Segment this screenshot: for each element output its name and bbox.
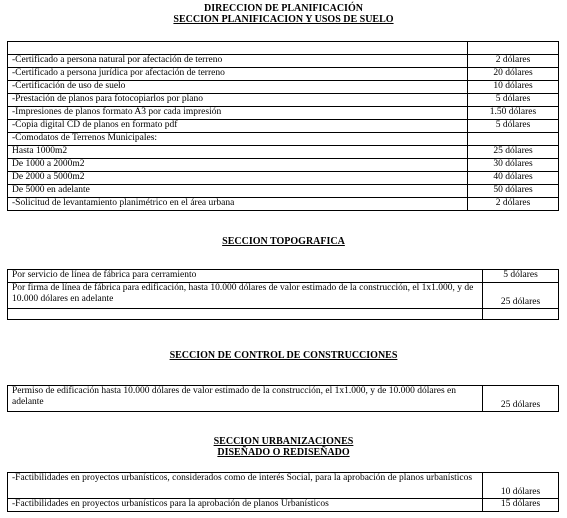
fee-price: 50 dólares bbox=[468, 185, 559, 198]
fee-description: Por servicio de línea de fábrica para cerramiento bbox=[8, 270, 483, 283]
fee-description: De 2000 a 5000m2 bbox=[8, 172, 468, 185]
table-row bbox=[8, 55, 559, 68]
page-title bbox=[0, 3, 567, 25]
table-row bbox=[8, 68, 559, 81]
fee-price: 2 dólares bbox=[468, 55, 559, 68]
fee-price: 5 dólares bbox=[483, 270, 559, 283]
fee-price: 25 dólares bbox=[483, 386, 559, 412]
section-title-construcciones: SECCION DE CONTROL DE CONSTRUCCIONES bbox=[169, 350, 398, 361]
empty-cell bbox=[483, 309, 559, 320]
fee-price: 20 dólares bbox=[468, 68, 559, 81]
fee-description: -Certificación de uso de suelo bbox=[8, 81, 468, 94]
fee-price bbox=[468, 42, 559, 55]
table-row bbox=[8, 473, 559, 499]
fee-description: Hasta 1000m2 bbox=[8, 146, 468, 159]
section-title-planificacion: SECCION PLANIFICACION Y USOS DE SUELO bbox=[173, 14, 394, 25]
planificacion-fee-table bbox=[7, 41, 559, 211]
fee-price bbox=[468, 133, 559, 146]
fee-description: Permiso de edificación hasta 10.000 dólares de valor estimado de la construcción, el 1x1.000, y de 10.000 dólares en adelante bbox=[8, 386, 483, 412]
table-row bbox=[8, 120, 559, 133]
table-row bbox=[8, 499, 559, 512]
fee-price: 25 dólares bbox=[483, 283, 559, 309]
fee-description: -Prestación de planos para fotocopiarlos por plano bbox=[8, 94, 468, 107]
fee-description: -Comodatos de Terrenos Municipales: bbox=[8, 133, 468, 146]
fee-description: Por firma de línea de fábrica para edificación, hasta 10.000 dólares de valor estimado de la construcción, el 1x1.000, y de 10.000 dólares en adelante bbox=[8, 283, 483, 309]
fee-description bbox=[8, 42, 468, 55]
table-row bbox=[8, 386, 559, 412]
fee-price: 2 dólares bbox=[468, 198, 559, 211]
table-row bbox=[8, 283, 559, 309]
fee-price: 30 dólares bbox=[468, 159, 559, 172]
table-row bbox=[8, 198, 559, 211]
table-row bbox=[8, 146, 559, 159]
fee-description: -Factibilidades en proyectos urbanísticos, considerados como de interés Social, para la aprobación de planos urbanísticos bbox=[8, 473, 483, 499]
fee-description: -Certificado a persona natural por afectación de terreno bbox=[8, 55, 468, 68]
fee-price: 25 dólares bbox=[468, 146, 559, 159]
fee-description: -Impresiones de planos formato A3 por cada impresión bbox=[8, 107, 468, 120]
fee-description: -Solicitud de levantamiento planimétrico en el área urbana bbox=[8, 198, 468, 211]
fee-description: -Certificado a persona jurídica por afectación de terreno bbox=[8, 68, 468, 81]
table-row bbox=[8, 107, 559, 120]
fee-price: 15 dólares bbox=[483, 499, 559, 512]
construcciones-fee-table bbox=[7, 385, 559, 412]
table-row bbox=[8, 172, 559, 185]
table-row bbox=[8, 81, 559, 94]
empty-cell bbox=[8, 309, 483, 320]
fee-price: 40 dólares bbox=[468, 172, 559, 185]
fee-price: 1.50 dólares bbox=[468, 107, 559, 120]
fee-price: 10 dólares bbox=[483, 473, 559, 499]
section-title-urbanizaciones: SECCION URBANIZACIONES DISEÑADO O REDISEÑADO bbox=[213, 436, 354, 458]
table-row bbox=[8, 159, 559, 172]
topografica-fee-table bbox=[7, 269, 559, 320]
fee-description: De 5000 en adelante bbox=[8, 185, 468, 198]
fee-price: 5 dólares bbox=[468, 94, 559, 107]
table-row bbox=[8, 185, 559, 198]
fee-price: 10 dólares bbox=[468, 81, 559, 94]
fee-description: -Copia digital CD de planos en formato pdf bbox=[8, 120, 468, 133]
section-title-topografica: SECCION TOPOGRAFICA bbox=[222, 236, 345, 247]
table-row bbox=[8, 42, 559, 55]
fee-description: -Factibilidades en proyectos urbanísticos para la aprobación de planos Urbanísticos bbox=[8, 499, 483, 512]
fee-description: De 1000 a 2000m2 bbox=[8, 159, 468, 172]
table-row bbox=[8, 133, 559, 146]
table-row bbox=[8, 94, 559, 107]
table-row bbox=[8, 309, 559, 320]
department-title: DIRECCION DE PLANIFICACIÓN bbox=[204, 3, 363, 14]
urbanizaciones-fee-table bbox=[7, 472, 559, 512]
table-row bbox=[8, 270, 559, 283]
fee-price: 5 dólares bbox=[468, 120, 559, 133]
